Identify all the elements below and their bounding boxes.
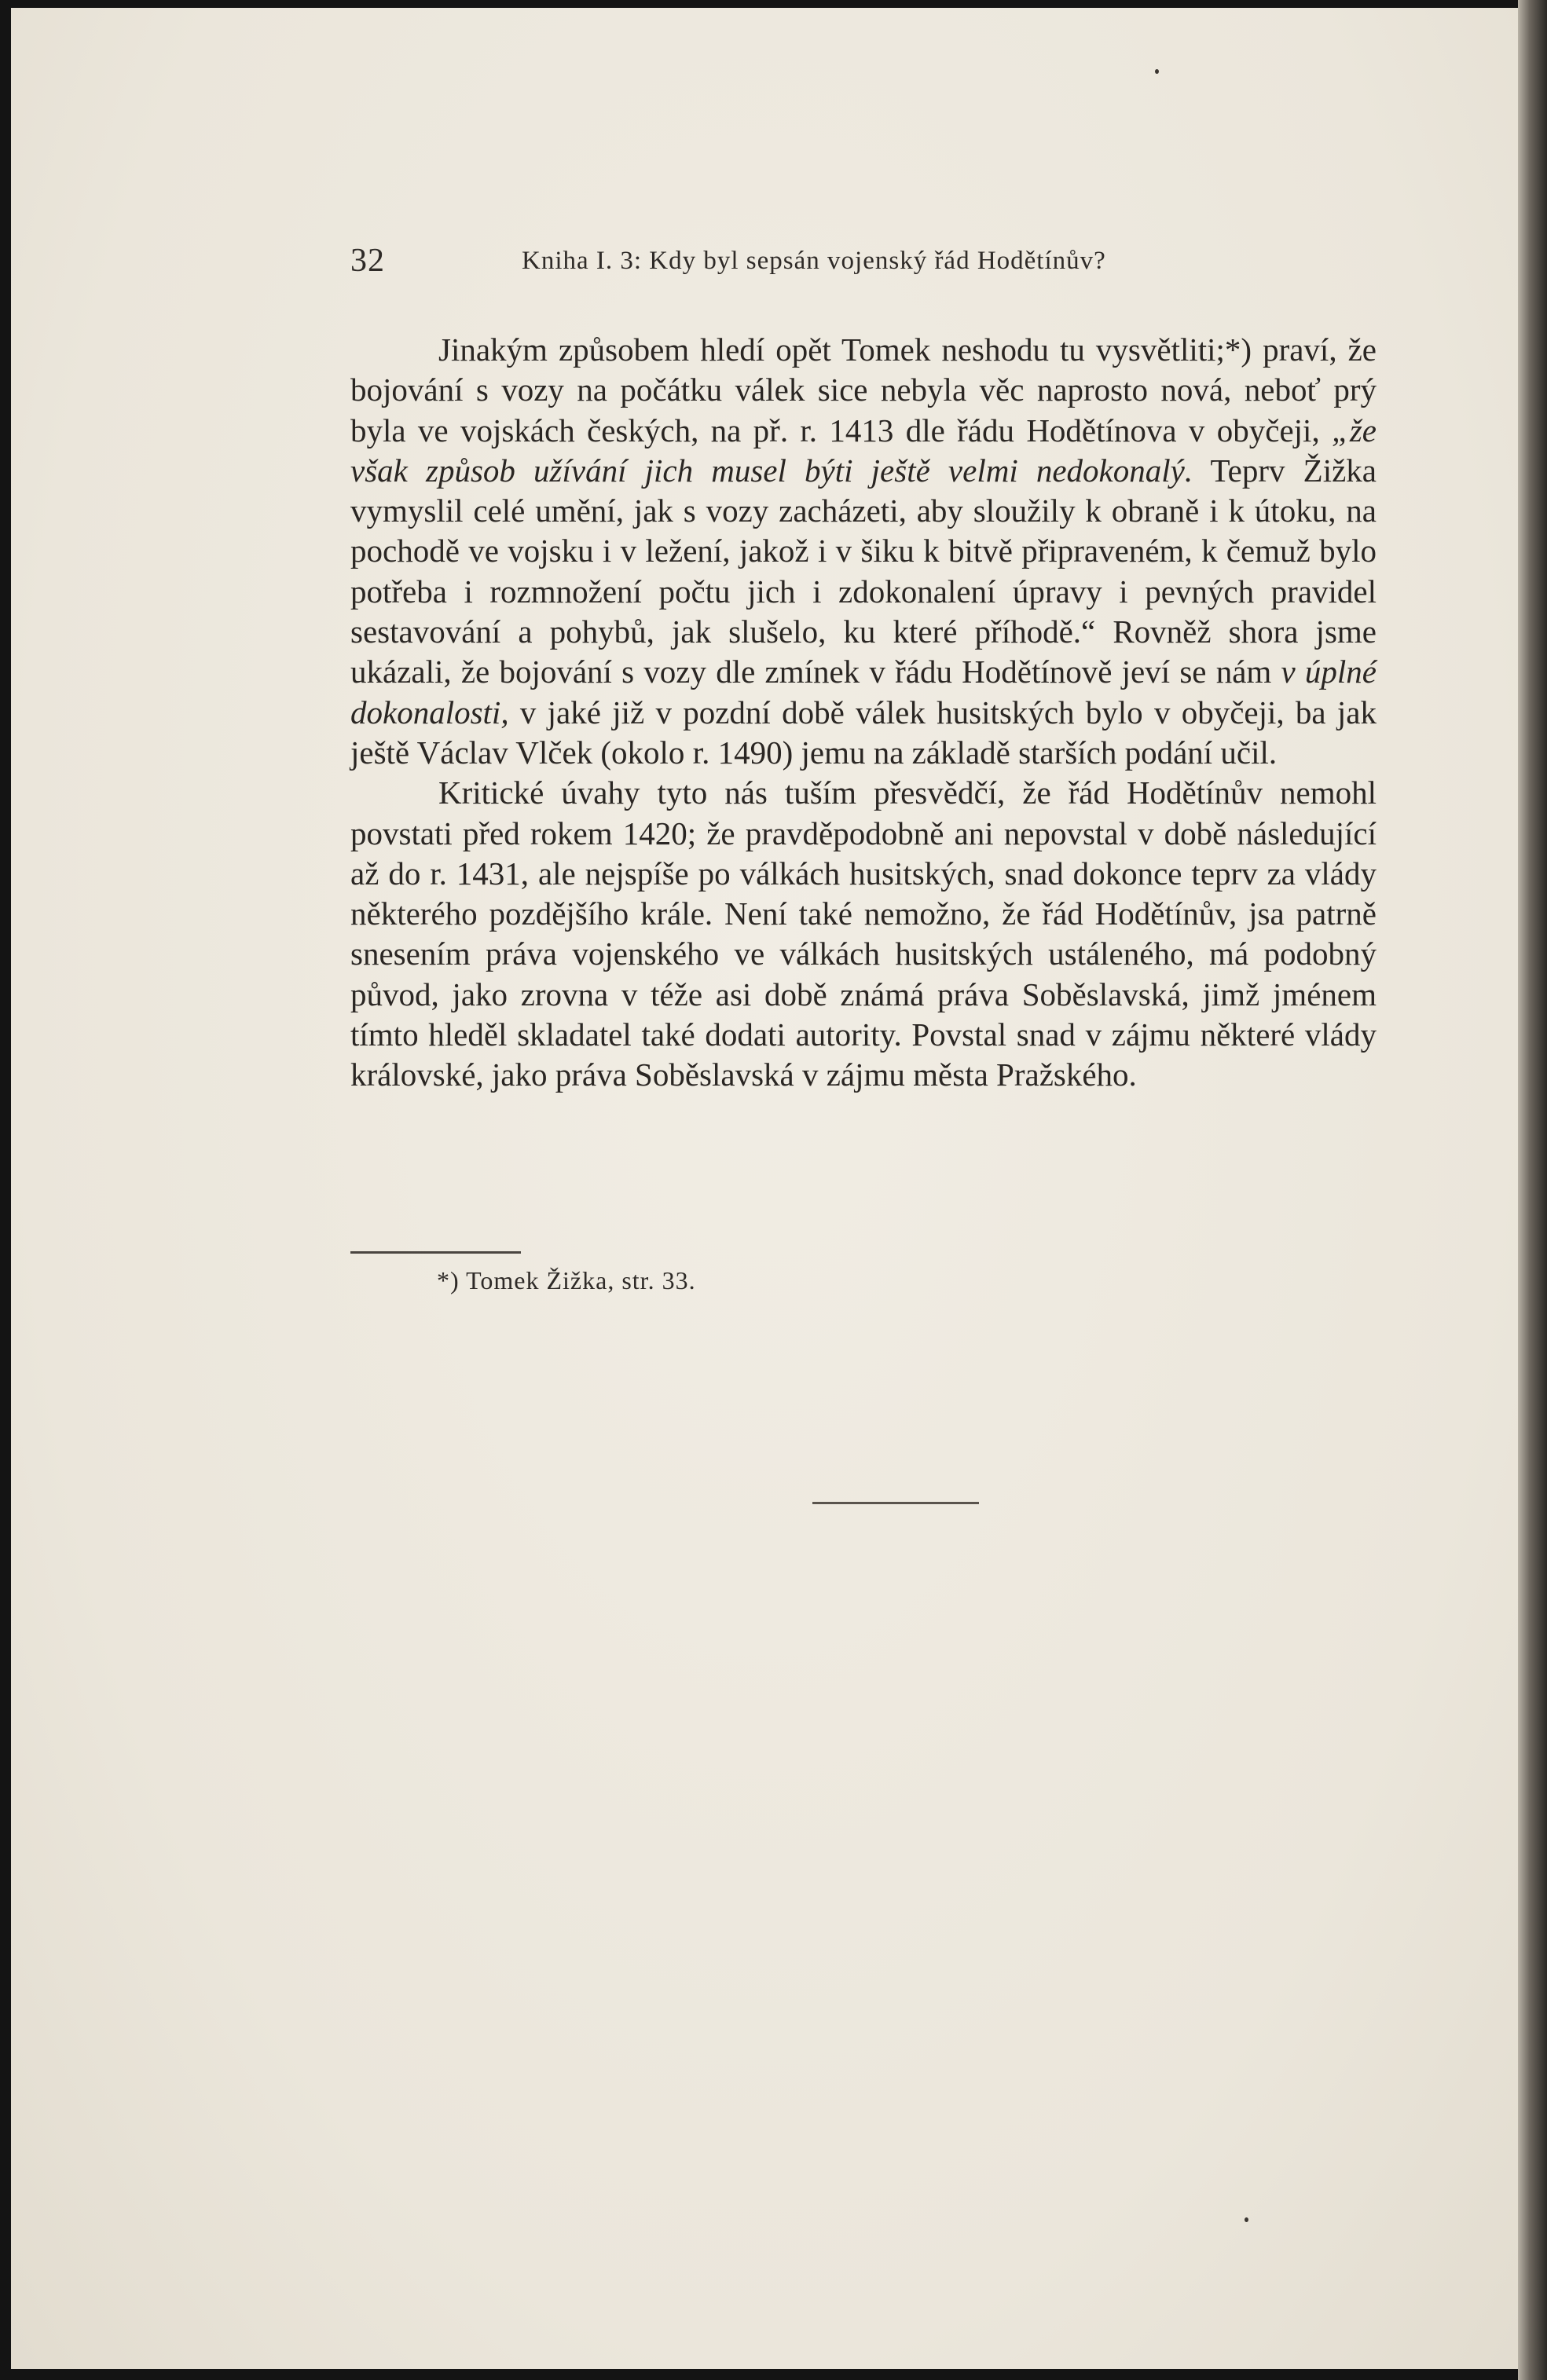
running-head-title: Kniha I. 3: Kdy byl sepsán vojenský řád Hodětínův? bbox=[522, 247, 1106, 275]
footnote-separator bbox=[350, 1251, 521, 1254]
paragraph-1-italic-phrase: v úplné dokonalosti, bbox=[350, 654, 1377, 730]
paragraph-1-quote-italic: „že však způsob užívání jich musel býti ještě velmi nedokonalý. bbox=[350, 412, 1377, 489]
main-text bbox=[350, 330, 1377, 1096]
page-edge-shadow bbox=[1518, 0, 1547, 2380]
running-head bbox=[350, 242, 1256, 281]
paragraph-1-text-c: v jaké již v pozdní době válek husitských bylo v obyčeji, ba jak ještě Václav Vlček (okolo r. 1490) jemu na základě starších podání učil. bbox=[350, 694, 1377, 771]
paragraph-1 bbox=[350, 330, 1377, 773]
paper-speck bbox=[1245, 2217, 1248, 2222]
paper-speck bbox=[1155, 69, 1159, 74]
paragraph-2: Kritické úvahy tyto nás tuším přesvědčí, že řád Hodětínův nemohl povstati před rokem 1420; že pravděpodobně ani nepovstal v době následující až do r. 1431, ale nejspíše po válkách husitských, snad dokonce teprv za vlády některého pozdějšího krále. Není také nemožno, že řád Hodětínův, jsa patrně snesením práva vojenského ve válkách husitských ustáleného, má podobný původ, jako zrovna v téže asi době známá práva Soběslavská, jimž jménem tímto hleděl skladatel také dodati autority. Povstal snad v zájmu některé vlády královské, jako práva Soběslavská v zájmu města Pražského. bbox=[350, 774, 1377, 1093]
paragraph-1-text-b: Teprv Žižka vymyslil celé umění, jak s vozy zacházeti, aby sloužily k obraně i k útoku, na pochodě ve vojsku i v ležení, jakož i v šiku k bitvě připraveném, k čemuž bylo potřeba i rozmnožení počtu jich i zdokonalení úpravy i pevných pravidel sestavování a pohybů, jak slušelo, ku které příhodě.“ Rovněž shora jsme ukázali, že bojování s vozy dle zmínek v řádu Hodětínově jeví se nám bbox=[350, 452, 1377, 690]
end-of-text-rule bbox=[812, 1502, 979, 1504]
footnote: *) Tomek Žižka, str. 33. bbox=[437, 1266, 696, 1294]
paragraph-1-text-a: Jinakým způsobem hledí opět Tomek neshodu tu vysvětliti;*) praví, že bojování s vozy na počátku válek sice nebyla věc naprosto nová, neboť prý byla ve vojskách českých, na př. r. 1413 dle řádu Hodětínova v obyčeji, bbox=[350, 331, 1377, 449]
page-number: 32 bbox=[350, 243, 385, 279]
